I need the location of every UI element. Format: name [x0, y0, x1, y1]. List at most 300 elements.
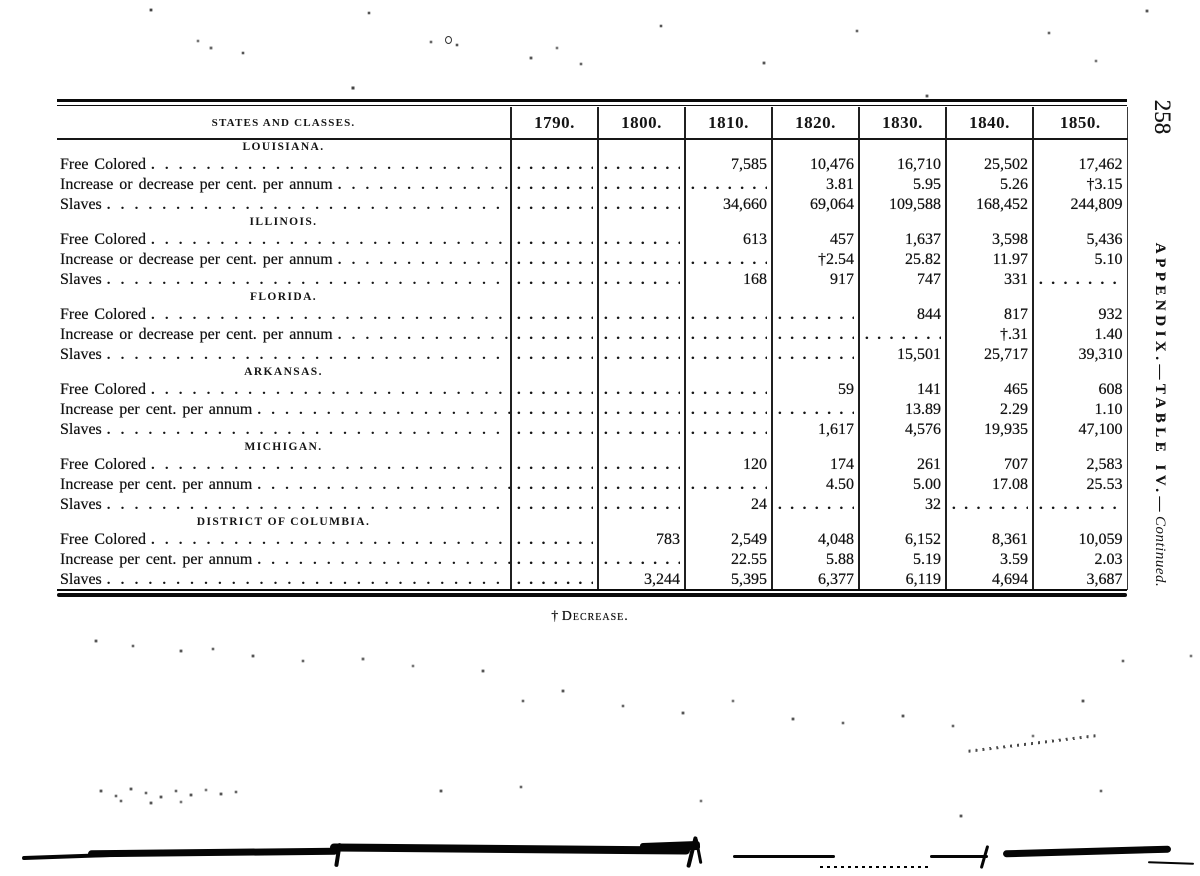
dot-leader: [107, 495, 510, 515]
state-name: DISTRICT OF COLUMBIA.: [196, 516, 371, 528]
empty-cell: [1033, 365, 1127, 380]
value-cell: 613: [685, 230, 772, 250]
value-cell: 3.59: [946, 550, 1033, 570]
value-cell: 39,310: [1033, 345, 1127, 365]
value-cell: [598, 325, 685, 345]
value-cell: [685, 345, 772, 365]
empty-cell: [1033, 215, 1127, 230]
empty-cell: [946, 215, 1033, 230]
value-cell: [598, 175, 685, 195]
value-cell: [511, 155, 598, 175]
empty-cell-dots: [512, 305, 593, 325]
table-header: [57, 107, 1127, 139]
value-cell: [511, 175, 598, 195]
row-label: [57, 250, 511, 270]
data-row: [57, 570, 1127, 590]
value-cell: 4,694: [946, 570, 1033, 590]
value-cell: 4,048: [772, 530, 859, 550]
value-cell: [511, 325, 598, 345]
value-cell: [511, 270, 598, 290]
row-label: [57, 400, 511, 420]
value-cell: [685, 380, 772, 400]
value-cell: 5.88: [772, 550, 859, 570]
value-cell: 25.82: [859, 250, 946, 270]
value-cell: 34,660: [685, 195, 772, 215]
value-cell: [598, 475, 685, 495]
empty-cell: [598, 139, 685, 155]
state-section-row: [57, 290, 1127, 305]
dot-leader: [151, 305, 510, 325]
dot-leader: [107, 570, 510, 590]
value-cell: 244,809: [1033, 195, 1127, 215]
value-cell: 25,502: [946, 155, 1033, 175]
table-top-rule-thick: [57, 99, 1127, 102]
value-cell: [859, 325, 946, 345]
empty-cell: [772, 139, 859, 155]
empty-cell-dots: [773, 495, 854, 515]
value-cell: [598, 345, 685, 365]
data-row: [57, 250, 1127, 270]
value-cell: 174: [772, 455, 859, 475]
value-cell: [511, 380, 598, 400]
year-column-header: 1790.: [511, 107, 598, 139]
empty-cell: [685, 440, 772, 455]
value-cell: [685, 475, 772, 495]
row-label: [57, 230, 511, 250]
dot-leader: [338, 325, 510, 345]
row-label-text: Free Colored: [60, 381, 146, 398]
value-cell: [598, 305, 685, 325]
row-label-text: Free Colored: [60, 456, 146, 473]
row-label: [57, 570, 511, 590]
value-cell: 15,501: [859, 345, 946, 365]
value-cell: 5,436: [1033, 230, 1127, 250]
value-cell: 1,617: [772, 420, 859, 440]
value-cell: [598, 155, 685, 175]
data-row: [57, 495, 1127, 515]
value-cell: 2.03: [1033, 550, 1127, 570]
empty-cell-dots: [599, 455, 680, 475]
state-section-row: [57, 365, 1127, 380]
value-cell: [685, 400, 772, 420]
empty-cell: [511, 365, 598, 380]
empty-cell-dots: [686, 345, 767, 365]
empty-cell-dots: [512, 570, 593, 590]
empty-cell: [772, 215, 859, 230]
page-number: 258: [1150, 99, 1175, 135]
empty-cell-dots: [599, 325, 680, 345]
empty-cell-dots: [512, 495, 593, 515]
row-label-text: Slaves: [60, 271, 102, 288]
empty-cell: [598, 515, 685, 530]
year-column-header: 1800.: [598, 107, 685, 139]
value-cell: †2.54: [772, 250, 859, 270]
state-section-row: [57, 515, 1127, 530]
value-cell: †3.15: [1033, 175, 1127, 195]
empty-cell-dots: [512, 270, 593, 290]
empty-cell-dots: [773, 305, 854, 325]
value-cell: †.31: [946, 325, 1033, 345]
row-label-text: Increase per cent. per annum: [60, 551, 253, 568]
empty-cell-dots: [599, 420, 680, 440]
state-section-row: [57, 215, 1127, 230]
empty-cell-dots: [773, 400, 854, 420]
value-cell: [598, 250, 685, 270]
value-cell: 4.50: [772, 475, 859, 495]
empty-cell-dots: [686, 380, 767, 400]
empty-cell-dots: [599, 270, 680, 290]
empty-cell: [511, 290, 598, 305]
value-cell: 3,687: [1033, 570, 1127, 590]
empty-cell-dots: [512, 230, 593, 250]
value-cell: 47,100: [1033, 420, 1127, 440]
value-cell: 168: [685, 270, 772, 290]
value-cell: [598, 380, 685, 400]
value-cell: [511, 550, 598, 570]
value-cell: [511, 400, 598, 420]
value-cell: [685, 325, 772, 345]
empty-cell: [598, 290, 685, 305]
empty-cell-dots: [599, 305, 680, 325]
row-label-text: Slaves: [60, 496, 102, 513]
empty-cell-dots: [686, 475, 767, 495]
value-cell: 844: [859, 305, 946, 325]
dot-leader: [338, 250, 510, 270]
value-cell: [598, 420, 685, 440]
scan-streak: [930, 855, 988, 858]
value-cell: [598, 230, 685, 250]
empty-cell: [598, 215, 685, 230]
running-head-continued: Continued.: [1152, 515, 1168, 588]
data-row: [57, 530, 1127, 550]
empty-cell: [772, 440, 859, 455]
empty-cell-dots: [947, 495, 1028, 515]
year-column-header: 1820.: [772, 107, 859, 139]
value-cell: 2,583: [1033, 455, 1127, 475]
value-cell: [511, 420, 598, 440]
empty-cell-dots: [512, 475, 593, 495]
header-row: [57, 107, 1127, 139]
state-name: LOUISIANA.: [242, 141, 325, 153]
empty-cell-dots: [599, 230, 680, 250]
value-cell: 1.10: [1033, 400, 1127, 420]
value-cell: [511, 530, 598, 550]
data-row: [57, 305, 1127, 325]
empty-cell: [946, 515, 1033, 530]
value-cell: 3,598: [946, 230, 1033, 250]
data-row: [57, 420, 1127, 440]
value-cell: [511, 195, 598, 215]
year-column-header: 1840.: [946, 107, 1033, 139]
row-label-text: Increase per cent. per annum: [60, 476, 253, 493]
value-cell: 6,119: [859, 570, 946, 590]
row-label-text: Slaves: [60, 571, 102, 588]
empty-cell-dots: [599, 155, 680, 175]
empty-cell-dots: [1034, 270, 1123, 290]
row-label: [57, 155, 511, 175]
row-label: [57, 550, 511, 570]
empty-cell-dots: [773, 325, 854, 345]
row-label-text: Slaves: [60, 346, 102, 363]
empty-cell: [946, 365, 1033, 380]
empty-cell-dots: [599, 195, 680, 215]
value-cell: 457: [772, 230, 859, 250]
empty-cell: [946, 290, 1033, 305]
data-row: [57, 155, 1127, 175]
data-row: [57, 455, 1127, 475]
empty-cell: [859, 440, 946, 455]
dot-leader: [151, 155, 510, 175]
value-cell: [685, 420, 772, 440]
value-cell: [511, 475, 598, 495]
dot-leader: [151, 455, 510, 475]
empty-cell: [772, 365, 859, 380]
empty-cell: [685, 290, 772, 305]
value-cell: 6,152: [859, 530, 946, 550]
empty-cell-dots: [686, 175, 767, 195]
empty-cell: [598, 440, 685, 455]
empty-cell: [946, 440, 1033, 455]
scan-streak: [733, 855, 835, 858]
empty-cell: [859, 139, 946, 155]
row-label-text: Free Colored: [60, 156, 146, 173]
empty-cell-dots: [773, 345, 854, 365]
value-cell: 168,452: [946, 195, 1033, 215]
dot-leader: [257, 400, 510, 420]
value-cell: 22.55: [685, 550, 772, 570]
empty-cell-dots: [599, 495, 680, 515]
value-cell: 69,064: [772, 195, 859, 215]
empty-cell-dots: [599, 345, 680, 365]
value-cell: [1033, 270, 1127, 290]
value-cell: 747: [859, 270, 946, 290]
value-cell: 5.95: [859, 175, 946, 195]
value-cell: 783: [598, 530, 685, 550]
scan-streak: [820, 866, 932, 868]
row-label: [57, 345, 511, 365]
empty-cell-dots: [686, 250, 767, 270]
value-cell: [772, 305, 859, 325]
row-label: [57, 420, 511, 440]
value-cell: 2,549: [685, 530, 772, 550]
value-cell: 109,588: [859, 195, 946, 215]
row-label: [57, 530, 511, 550]
row-label: [57, 270, 511, 290]
row-label-text: Free Colored: [60, 306, 146, 323]
value-cell: 1.40: [1033, 325, 1127, 345]
data-row: [57, 400, 1127, 420]
year-column-header: 1850.: [1033, 107, 1127, 139]
value-cell: 24: [685, 495, 772, 515]
dot-leader: [151, 530, 510, 550]
value-cell: [772, 345, 859, 365]
empty-cell-dots: [512, 455, 593, 475]
empty-cell-dots: [599, 380, 680, 400]
empty-cell-dots: [686, 420, 767, 440]
empty-cell-dots: [512, 420, 593, 440]
value-cell: 11.97: [946, 250, 1033, 270]
empty-cell: [685, 139, 772, 155]
value-cell: [598, 550, 685, 570]
row-label: [57, 175, 511, 195]
empty-cell: [859, 515, 946, 530]
value-cell: 917: [772, 270, 859, 290]
value-cell: 5.19: [859, 550, 946, 570]
table-top-rule-thin: [57, 105, 1127, 107]
row-label: [57, 195, 511, 215]
value-cell: 2.29: [946, 400, 1033, 420]
value-cell: 10,476: [772, 155, 859, 175]
empty-cell-dots: [512, 345, 593, 365]
empty-cell: [859, 365, 946, 380]
value-cell: [598, 195, 685, 215]
value-cell: 707: [946, 455, 1033, 475]
dot-leader: [107, 195, 510, 215]
scan-smudge: [968, 734, 1095, 753]
footnote-text: Decrease.: [561, 609, 629, 624]
census-table: [57, 107, 1128, 590]
value-cell: 19,935: [946, 420, 1033, 440]
table-body: [57, 139, 1127, 590]
empty-cell: [511, 440, 598, 455]
value-cell: 6,377: [772, 570, 859, 590]
empty-cell: [511, 515, 598, 530]
value-cell: 120: [685, 455, 772, 475]
empty-cell-dots: [686, 305, 767, 325]
scan-streak: [330, 843, 690, 854]
row-label-text: Free Colored: [60, 231, 146, 248]
empty-cell-dots: [512, 550, 593, 570]
value-cell: 5.26: [946, 175, 1033, 195]
row-label-text: Increase or decrease per cent. per annum: [60, 326, 333, 343]
value-cell: [511, 345, 598, 365]
row-label: [57, 380, 511, 400]
empty-cell-dots: [512, 530, 593, 550]
state-name: MICHIGAN.: [244, 441, 323, 453]
value-cell: 608: [1033, 380, 1127, 400]
row-label-text: Free Colored: [60, 531, 146, 548]
scan-noise: [0, 0, 2, 2]
value-cell: [772, 495, 859, 515]
value-cell: 932: [1033, 305, 1127, 325]
value-cell: [685, 250, 772, 270]
empty-cell: [1033, 290, 1127, 305]
dot-leader: [338, 175, 510, 195]
value-cell: [511, 230, 598, 250]
year-column-header: 1810.: [685, 107, 772, 139]
empty-cell: [1033, 139, 1127, 155]
row-label-text: Increase or decrease per cent. per annum: [60, 176, 333, 193]
empty-cell-dots: [599, 175, 680, 195]
empty-cell: [685, 515, 772, 530]
value-cell: 817: [946, 305, 1033, 325]
row-label-text: Slaves: [60, 196, 102, 213]
value-cell: [598, 400, 685, 420]
row-label-text: Increase per cent. per annum: [60, 401, 253, 418]
empty-cell-dots: [686, 325, 767, 345]
row-label: [57, 455, 511, 475]
data-row: [57, 325, 1127, 345]
dot-leader: [257, 550, 510, 570]
value-cell: 141: [859, 380, 946, 400]
dot-leader: [107, 420, 510, 440]
data-row: [57, 270, 1127, 290]
running-head: [1149, 221, 1171, 609]
value-cell: 1,637: [859, 230, 946, 250]
scan-streak: [88, 848, 338, 858]
scan-streak: [1148, 861, 1194, 865]
empty-cell-dots: [686, 400, 767, 420]
value-cell: 32: [859, 495, 946, 515]
value-cell: [511, 495, 598, 515]
value-cell: [511, 305, 598, 325]
data-row: [57, 195, 1127, 215]
state-section-row: [57, 440, 1127, 455]
value-cell: 5,395: [685, 570, 772, 590]
data-row: [57, 230, 1127, 250]
footnote: [460, 609, 720, 625]
row-label: [57, 325, 511, 345]
empty-cell-dots: [512, 380, 593, 400]
empty-cell-dots: [512, 155, 593, 175]
row-label-text: Slaves: [60, 421, 102, 438]
value-cell: 25,717: [946, 345, 1033, 365]
value-cell: [946, 495, 1033, 515]
value-cell: 7,585: [685, 155, 772, 175]
empty-cell-dots: [512, 325, 593, 345]
value-cell: [511, 455, 598, 475]
row-label-text: Increase or decrease per cent. per annum: [60, 251, 333, 268]
data-row: [57, 380, 1127, 400]
value-cell: 3.81: [772, 175, 859, 195]
value-cell: [685, 305, 772, 325]
empty-cell: [1033, 440, 1127, 455]
value-cell: 4,576: [859, 420, 946, 440]
value-cell: [598, 455, 685, 475]
empty-cell: [511, 139, 598, 155]
value-cell: [598, 495, 685, 515]
value-cell: 5.00: [859, 475, 946, 495]
state-name: ILLINOIS.: [249, 216, 318, 228]
empty-cell-dots: [599, 550, 680, 570]
states-and-classes-header: STATES AND CLASSES.: [57, 107, 511, 139]
scan-streak: [1003, 846, 1171, 857]
empty-cell-dots: [512, 400, 593, 420]
row-label: [57, 305, 511, 325]
empty-cell-dots: [599, 400, 680, 420]
state-name: ARKANSAS.: [244, 366, 323, 378]
value-cell: 465: [946, 380, 1033, 400]
value-cell: [511, 250, 598, 270]
empty-cell-dots: [512, 195, 593, 215]
value-cell: [772, 400, 859, 420]
value-cell: [685, 175, 772, 195]
table-bottom-rule-thin: [57, 589, 1127, 591]
empty-cell: [685, 365, 772, 380]
value-cell: 17,462: [1033, 155, 1127, 175]
running-head-title: APPENDIX.—TABLE IV.—: [1152, 242, 1168, 516]
state-name: FLORIDA.: [249, 291, 318, 303]
empty-cell: [685, 215, 772, 230]
value-cell: 8,361: [946, 530, 1033, 550]
empty-cell-dots: [860, 325, 941, 345]
value-cell: 25.53: [1033, 475, 1127, 495]
empty-cell: [1033, 515, 1127, 530]
value-cell: 59: [772, 380, 859, 400]
dot-leader: [257, 475, 510, 495]
value-cell: 5.10: [1033, 250, 1127, 270]
data-row: [57, 550, 1127, 570]
